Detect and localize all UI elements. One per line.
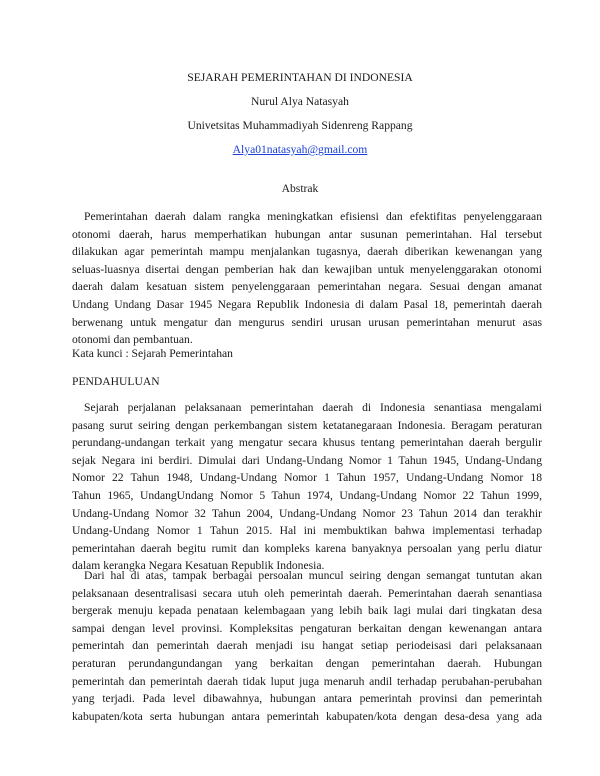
abstract-line: seluas-luasnya disertai dengan pemberian hak dan kewajiban untuk menyelenggarakan otonomi — [72, 262, 542, 276]
paragraph-line: sampai dengan level provinsi. Kompleksitas pengaturan berkaitan dengan kewenangan antara — [72, 621, 542, 635]
paragraph-line: Nomor 22 Tahun 1948, Undang-Undang Nomor 1 Tahun 1957, Undang-Undang Nomor 18 — [72, 471, 542, 485]
abstract-line: otonomi dan pembantuan. — [72, 333, 193, 347]
paragraph-line: peraturan perundangundangan yang berkaitan dengan pemerintahan daerah. Hubungan — [72, 656, 542, 670]
paragraph-line: yang terjadi. Pada level dibawahnya, hubungan antara pemerintah provinsi dan pemerintah — [72, 692, 542, 706]
keywords: Kata kunci : Sejarah Pemerintahan — [72, 347, 233, 360]
paragraph-line: sejak Negara ini berdiri. Dimulai dari Undang-Undang Nomor 1 Tahun 1945, Undang-Undang — [72, 453, 542, 467]
abstract-line: dilakukan agar pemerintah mampu menjalankan tugasnya, daerah diberikan kewenangan yang — [72, 245, 542, 259]
paragraph-line: pelaksanaan desentralisasi secara utuh oleh pemerintah daerah. Pemerintahan daerah senantiasa — [72, 586, 542, 600]
paragraph-line: Tahun 1965, UndangUndang Nomor 5 Tahun 1974, Undang-Undang Nomor 22 Tahun 1999, — [72, 488, 542, 502]
intro-paragraph-2 — [72, 567, 542, 725]
abstract-heading: Abstrak — [281, 182, 319, 195]
paragraph-line: kabupaten/kota serta hubungan antara pemerintah kabupaten/kota dengan desa-desa yang ada — [72, 709, 542, 723]
intro-paragraph-1 — [72, 399, 542, 575]
paragraph-line: pasang surut seiring dengan perkembangan sistem ketatanegaraan Indonesia. Beragam peraturan — [72, 418, 542, 432]
author-email-link[interactable]: Alya01natasyah@gmail.com — [232, 143, 368, 156]
paragraph-line: bergerak menuju kepada penataan kelembagaan yang lebih baik lagi mulai dari tingkatan desa — [72, 604, 542, 618]
abstract-line: Pemerintahan daerah dalam rangka meningkatkan efisiensi dan efektifitas penyelenggaraan — [84, 210, 542, 223]
abstract-body — [72, 208, 542, 349]
abstract-line: Undang Undang Dasar 1945 Negara Republik Indonesia di dalam Pasal 18, pemerintah daerah — [72, 297, 542, 311]
paper-title: SEJARAH PEMERINTAHAN DI INDONESIA — [187, 71, 413, 84]
section-heading: PENDAHULUAN — [72, 375, 160, 388]
paragraph-line: Sejarah perjalanan pelaksanaan pemerintahan daerah di Indonesia senantiasa mengalami — [84, 401, 542, 414]
abstract-line: otonomi daerah, harus memperhatikan hubungan antar susunan pemerintahan. Hal tersebut — [72, 227, 542, 241]
paragraph-line: perundang-undangan terkait yang mengatur secara khusus tentang pemerintahan daerah bergulir — [72, 436, 542, 450]
paragraph-line: Undang-Undang Nomor 32 Tahun 2004, Undang-Undang Nomor 23 Tahun 2014 dan terakhir — [72, 506, 542, 520]
paragraph-line: Dari hal di atas, tampak berbagai persoalan muncul seiring dengan semangat tuntutan akan — [84, 569, 542, 582]
paragraph-line: Undang-Undang Nomor 1 Tahun 2015. Hal ini membuktikan bahwa implementasi terhadap — [72, 524, 542, 538]
abstract-line: berwenang untuk mengatur dan mengurus sendiri urusan urusan pemerintahan menurut asas — [72, 315, 542, 329]
abstract-line: daerah dalam kesatuan sistem penyelenggaraan pemerintahan negara. Sesuai dengan amanat — [72, 280, 542, 294]
paragraph-line: dalam kerangka Negara Kesatuan Republik Indonesia. — [72, 559, 325, 573]
author-name: Nurul Alya Natasyah — [251, 95, 349, 108]
author-affiliation: Univetsitas Muhammadiyah Sidenreng Rappang — [187, 119, 413, 132]
paragraph-line: pemerintah dan pemerintah daerah menjadi isu hangat setiap periodeisasi dari pelaksanaan — [72, 639, 542, 653]
paragraph-line: pemerintahan daerah begitu rumit dan kompleks karena banyaknya persoalan yang perlu diatur — [72, 541, 542, 555]
paragraph-line: pemerintah dan pemerintah daerah tidak luput juga menaruh andil terhadap perubahan-perubahan — [72, 674, 542, 688]
